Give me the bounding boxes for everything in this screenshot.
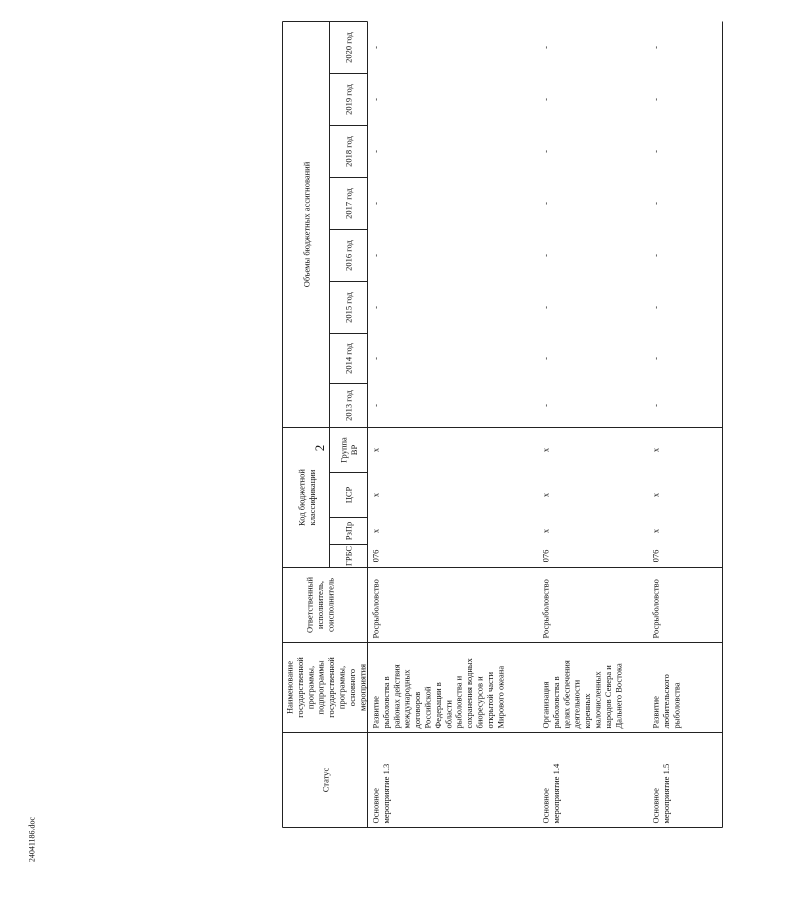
row-value: - xyxy=(370,357,381,360)
row-value: - xyxy=(370,202,381,205)
row-rzpr: х xyxy=(650,528,661,534)
header-year-2018: 2018 год xyxy=(343,136,354,167)
header-year-2019: 2019 год xyxy=(343,84,354,115)
header-year-2015: 2015 год xyxy=(343,292,354,323)
header-year-2013: 2013 год xyxy=(343,390,354,421)
row-value: - xyxy=(650,357,661,360)
row-name: Развитие xyxy=(370,696,381,729)
header-name: основного xyxy=(346,668,357,707)
row-executor: Росрыболовство xyxy=(540,579,551,639)
header-name: программы, xyxy=(336,665,347,710)
row-value: - xyxy=(650,306,661,309)
header-budget-volumes: Объемы бюджетных ассигнований xyxy=(301,161,312,288)
row-csr: х xyxy=(370,492,381,498)
file-name: 24041186.doc xyxy=(27,816,37,863)
row-grbs: 076 xyxy=(370,549,381,563)
row-value: - xyxy=(650,254,661,257)
row-name: любительского xyxy=(660,674,671,729)
header-executor: соисполнитель xyxy=(325,578,336,632)
row-grbs: 076 xyxy=(650,549,661,563)
row-name: открытой части xyxy=(484,671,495,729)
row-rzpr: х xyxy=(370,528,381,534)
row-name: биоресурсов и xyxy=(474,676,485,729)
row-name: районах действия xyxy=(391,664,402,729)
row-status: мероприятие 1.3 xyxy=(380,763,391,824)
header-vr: Группа xyxy=(338,437,349,463)
row-name: рыболовства в xyxy=(550,676,561,729)
row-value: - xyxy=(540,98,551,101)
header-grbs: ГРБС xyxy=(343,545,354,567)
header-classification: классификации xyxy=(306,469,317,526)
row-name: малочисленных xyxy=(592,671,603,729)
row-name: Российской xyxy=(422,686,433,729)
row-vr: х xyxy=(650,447,661,453)
row-value: - xyxy=(540,357,551,360)
header-year-2014: 2014 год xyxy=(343,343,354,374)
row-name: рыболовства в xyxy=(380,676,391,729)
row-grbs: 076 xyxy=(540,549,551,563)
row-value: - xyxy=(540,254,551,257)
row-value: - xyxy=(370,254,381,257)
header-vr: ВР xyxy=(348,444,359,456)
row-name: коренных xyxy=(582,693,593,729)
row-csr: х xyxy=(540,492,551,498)
row-value: - xyxy=(370,150,381,153)
header-csr: ЦСР xyxy=(343,486,354,504)
header-executor: Ответственный xyxy=(304,577,315,633)
row-value: - xyxy=(650,46,661,49)
row-status: Основное xyxy=(650,788,661,824)
header-name: мероприятия xyxy=(357,663,368,712)
row-value: - xyxy=(650,404,661,407)
row-name: деятельности xyxy=(571,679,582,729)
header-rzpr: РзПр xyxy=(343,521,354,541)
row-value: - xyxy=(540,404,551,407)
row-status: Основное xyxy=(540,788,551,824)
header-name: государственной xyxy=(294,657,305,718)
row-name: Развитие xyxy=(650,696,661,729)
header-executor: исполнитель, xyxy=(314,580,325,630)
row-name: рыболовства и xyxy=(453,675,464,729)
row-status: мероприятие 1.5 xyxy=(660,763,671,824)
budget-table xyxy=(253,32,808,858)
header-status: Статус xyxy=(320,767,331,793)
row-name: договоров xyxy=(412,691,423,729)
row-executor: Росрыболовство xyxy=(650,579,661,639)
row-rzpr: х xyxy=(540,528,551,534)
row-value: - xyxy=(540,202,551,205)
row-value: - xyxy=(370,98,381,101)
header-name: государственной xyxy=(326,657,337,718)
header-year-2016: 2016 год xyxy=(343,240,354,271)
row-value: - xyxy=(370,46,381,49)
row-name: Организация xyxy=(540,681,551,729)
row-name: Федерации в xyxy=(432,682,443,729)
row-name: целях обеспечения xyxy=(561,660,572,729)
row-value: - xyxy=(540,306,551,309)
row-executor: Росрыболовство xyxy=(370,579,381,639)
row-vr: х xyxy=(370,447,381,453)
row-csr: х xyxy=(650,492,661,498)
row-name: рыболовства xyxy=(671,682,682,729)
header-name: подпрограммы xyxy=(315,660,326,715)
row-value: - xyxy=(650,98,661,101)
row-value: - xyxy=(650,202,661,205)
header-classification: Код бюджетной xyxy=(296,469,307,526)
row-vr: х xyxy=(540,447,551,453)
header-year-2020: 2020 год xyxy=(343,32,354,63)
row-value: - xyxy=(370,306,381,309)
row-value: - xyxy=(370,404,381,407)
row-value: - xyxy=(540,46,551,49)
row-name: сохранения водных xyxy=(464,658,475,729)
row-name: Мирового океана xyxy=(495,665,506,729)
header-name: Наименование xyxy=(284,661,295,714)
row-status: Основное xyxy=(370,788,381,824)
budget-table-sheet xyxy=(253,32,808,858)
row-value: - xyxy=(650,150,661,153)
header-name: программы, xyxy=(305,665,316,710)
header-year-2017: 2017 год xyxy=(343,188,354,219)
row-name: Дальнего Востока xyxy=(613,663,624,729)
row-name: области xyxy=(443,700,454,729)
row-value: - xyxy=(540,150,551,153)
page-number: 2 xyxy=(312,444,327,452)
row-status: мероприятие 1.4 xyxy=(550,763,561,824)
row-name: народов Севера и xyxy=(602,665,613,729)
row-name: международных xyxy=(401,669,412,729)
